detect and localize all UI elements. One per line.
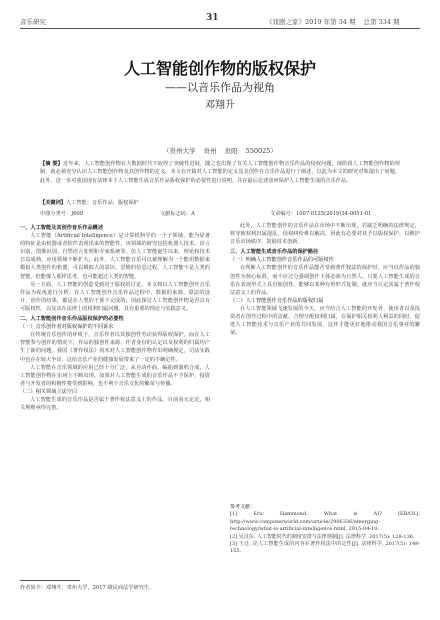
abstract-label: 【摘 要】 [40, 161, 63, 167]
article-subtitle: ——以音乐作品为视角 [165, 81, 275, 94]
author-footnote: 作者简介：邓翔升，贵州大学，2017 级民商法学研究生。 [20, 585, 155, 591]
keywords-label: 【关键词】 [40, 200, 66, 206]
paragraph: 此外，人工智能创作的音乐作品在市场中不断出现，若缺乏明确的法律规定，将导致权利归属混乱，侵权纠纷难以解决，因此有必要对其予以版权保护，以维护音乐市场秩序，鼓励技术创新。 [230, 223, 420, 246]
header-page-number: 31 [206, 13, 219, 23]
paragraph: 在传统音乐创作的环境下，音乐作者以其独创性劳动获得版权保护，而在人工智能参与创作的情况下，作品的独创性来源、作者身份的认定以及权利的归属均产生了新的问题。我国《著作权法》尚未对人工智能创作物作出明确规定，司法实践中也存在较大争议，这给音乐产业的健康发展带来了一定的不确定性。 [20, 332, 210, 363]
footnote-rule [20, 580, 80, 581]
subsection-heading: （二）相关领域立法空白 [20, 388, 78, 395]
references [230, 504, 420, 584]
reference-item: [2] 吴汉东. 人工智能时代的制度安排与法律规制[J]. 法律科学, 2017(5): 128-136. [230, 533, 415, 540]
header-section: 音乐研究 [20, 18, 46, 26]
paragraph: 在人工智能领域飞速发展的今天，应当结合人工智能的开发者、使用者以及投资者在创作过程中的贡献，合理分配权利归属，在保护相关权利人利益的同时，促进人工智能技术与音乐产业的共同发展，这样才能更好地推动我国音乐事业的繁荣。 [230, 305, 420, 337]
abstract-text: 近年来，人工智能创作物在大数据时代下取得了突破性进展，随之也出现了有关人工智能创作物音乐作品的侵权问题，现阶段人工智能创作物的规制，就必须充分认识人工智能创作物及其创作物的定义，本文在开篇对人工智能的定义及其创作在音乐作品进行了阐述，以此为本文的研究对象提出了问题，此外，进一步对我国现有法律本下人工智能生成音乐作品版权保护的必要性进行说明，并在最后论述如何保护人工智能生成的音乐作品。 [40, 161, 400, 184]
header-journal [266, 17, 400, 26]
body-left-column [20, 222, 210, 574]
paragraph: 在判断人工智能创作的音乐作品能否受到著作权法的保护时，应当以作品的独创性为核心标准，而不应过分强调创作主体必须为自然人。只要人工智能生成的音乐在表现形式上具有独创性，能够以某种有形形式复制，就应当认定其属于著作权法意义上的作品。 [230, 265, 420, 296]
article-number: 文章编号：1007-0125(2019)34-0051-01 [270, 211, 372, 217]
body-right-column [230, 222, 420, 440]
affiliation-postcode: 550025） [245, 147, 277, 155]
author-affiliation [0, 146, 440, 155]
header-issue: 总第 334 期 [363, 18, 400, 26]
section-heading-1: 一、人工智能及其创作音乐作品概述 [20, 225, 104, 231]
running-header [0, 0, 440, 34]
reference-item: [3] 王迁. 论人工智能生成的内容在著作权法中的定性[J]. 法律科学, 2017(5): 148-155. [230, 541, 420, 555]
references-label: 参考文献： [230, 504, 256, 510]
clc-number: 中图分类号：J609 [40, 211, 84, 217]
affiliation-school: （贵州大学 [163, 147, 196, 155]
paragraph: 人工智能（Artificial Intelligence）是计算机科学的一个子领域，能为显著的特征是由机器或者软件表现出来的智能性，该领域的研究包括机器人技术、语言识别、图像识别、自然语言处理和专家系统等。仿人工智能诞生以来，理论和技术日益成熟，应用领域不断扩大，此外，人工智能音乐可以被理解为一个能用数据来模拟人类创作的机器，可以模拟人的意识、思维的信息过程，人工智能不是人类的智能，但能像人那样思考，也可能超过人类的智能。 [20, 233, 210, 280]
paragraph: 人工智能在音乐领域的应用已经十分广泛，从自动作曲、编曲到演唱合成，人工智能创作物在市场上不断出现。如果对人工智能生成的音乐作品不予保护，投资者与开发者的积极性将受到影响，也不利于音乐文化的繁荣与传播。 [20, 364, 210, 387]
article-title: 人工智能创作物的版权保护 [123, 59, 316, 78]
paragraph: 另一方面，人工智能的创造受到对于版权的讨论，本文将以人工智能创作音乐作品为视角进行分析。在人工智能创作音乐作品过程中，数据的来源、算法的设计、创作的结果，都是在人类的干预下完成的，因此探讨人工智能创作物是否具有可版权性，以及其在法律上的权利归属问题，具有重要的理论与实践意义。 [20, 281, 210, 312]
subsection-heading: （二）人工智能创作音乐作品的版权归属 [230, 297, 324, 304]
keywords [40, 199, 400, 206]
abstract [40, 160, 400, 185]
subsection-heading: （一）音乐创作者对版权保护的不同诉求 [20, 324, 114, 331]
document-code: 文献标志码：A [160, 211, 195, 217]
affiliation-city: 贵阳 [224, 147, 238, 155]
article-author: 邓翔升 [205, 100, 235, 111]
paragraph: 人工智能生成的音乐作品是否属于著作权法意义上的作品，目前尚无定论，相关规则亟待完善。 [20, 396, 210, 412]
affiliation-province: 贵州 [203, 147, 217, 155]
keywords-text: 人工智能；音乐作品；版权保护 [65, 200, 139, 206]
header-journal-name: 《戏剧之家》2019 年第 34 期 [266, 18, 356, 26]
reference-item: [1] Eric Hammond. What is AI? [EB/OL]. http://www.computerworld.com/article/2906336/emerging-technology/what-is-artificial-intelligence.html, 2015-04-10. [230, 511, 420, 533]
section-heading-2: 二、人工智能创作音乐作品版权保护的必要性 [20, 316, 124, 323]
subsection-heading: （一）明确人工智能创作音乐作品的可版权性 [230, 257, 334, 264]
header-rule [20, 28, 420, 29]
section-heading-3: 三、人工智能生成音乐作品的保护路径 [230, 249, 319, 256]
